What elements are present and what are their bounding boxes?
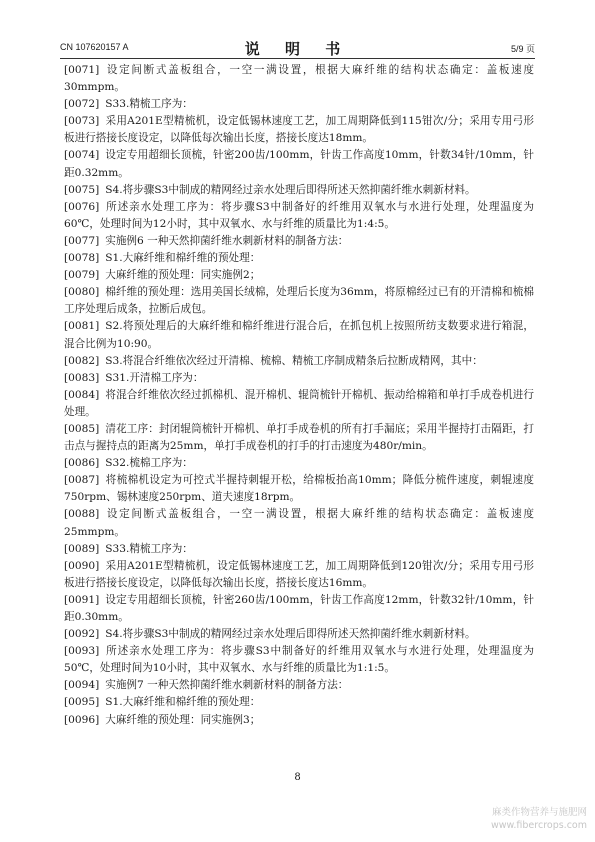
paragraph: [64, 677, 534, 694]
paragraph-number: [0090]: [64, 559, 100, 572]
paragraph: [64, 96, 534, 113]
paragraph-number: [0085]: [64, 422, 100, 435]
paragraph-text: 所述亲水处理工序为：将步骤S3中制备好的纤维用双氧水与水进行处理，处理温度为60℃，处理时间为12小时，其中双氧水、水与纤维的质量比为1:4:5。: [64, 200, 534, 230]
watermark-url: www.fibercrops.com: [490, 820, 587, 831]
paragraph: [64, 267, 534, 284]
paragraph: [64, 353, 534, 370]
paragraph-text: 大麻纤维的预处理：同实施例2；: [105, 269, 261, 282]
paragraph-text: S1.大麻纤维和棉纤维的预处理：: [105, 252, 261, 265]
paragraph: [64, 182, 534, 199]
document-title: 说 明 书: [244, 40, 351, 58]
paragraph: [64, 558, 534, 592]
paragraph-number: [0081]: [64, 320, 100, 333]
paragraph: [64, 370, 534, 387]
paragraph-number: [0093]: [64, 645, 100, 658]
paragraph: [64, 592, 534, 626]
paragraph-number: [0091]: [64, 593, 100, 606]
paragraph-text: 设定专用超细长顶梳，针密260齿/100mm，针齿工作高度12mm，针数32针/10mm，针距0.30mm。: [64, 593, 534, 623]
paragraph-text: 所述亲水处理工序为：将步骤S3中制备好的纤维用双氧水与水进行处理，处理温度为50℃，处理时间为10小时，其中双氧水、水与纤维的质量比为1:1:5。: [64, 645, 534, 675]
paragraph: [64, 455, 534, 472]
paragraph-text: 采用A201E型精梳机，设定低锡林速度工艺，加工周期降低到120钳次/分；采用专用弓形板进行搭接长度设定，以降低每次输出长度，搭接长度达16mm。: [64, 559, 534, 589]
paragraph: [64, 506, 534, 540]
paragraph-number: [0072]: [64, 98, 100, 111]
paragraph: [64, 62, 534, 96]
paragraph-text: S4.将步骤S3中制成的精网经过亲水处理后即得所述天然抑菌纤维水刺新材料。: [105, 183, 476, 196]
paragraph-text: S1.大麻纤维和棉纤维的预处理：: [105, 696, 261, 709]
paragraph-number: [0082]: [64, 354, 100, 367]
paragraph-number: [0077]: [64, 234, 100, 247]
paragraph-text: 采用A201E型精梳机，设定低锡林速度工艺，加工周期降低到115钳次/分；采用专用弓形板进行搭接长度设定，以降低每次输出长度，搭接长度达18mm。: [64, 115, 534, 145]
paragraph-text: 清花工序：封闭辊筒梳针开棉机、单打手成卷机的所有打手漏底；采用半握持打击隔距，打击点与握持点的距离为25mm，单打手成卷机的打手的打击速度为480r/min。: [64, 422, 534, 453]
paragraph-text: 设定间断式盖板组合，一空一满设置，根据大麻纤维的结构状态确定：盖板速度25mmpm。: [64, 508, 534, 538]
paragraph-text: S31.开清棉工序为：: [105, 371, 204, 384]
paragraph-text: 大麻纤维的预处理：同实施例3；: [105, 713, 261, 726]
paragraph-number: [0087]: [64, 474, 100, 487]
publication-number: CN 107620157 A: [60, 42, 129, 52]
paragraph: [64, 712, 534, 729]
paragraph-text: 将混合纤维依次经过抓棉机、混开棉机、辊筒梳针开棉机、振动给棉箱和单打手成卷机进行处理。: [64, 388, 534, 418]
paragraph-number: [0094]: [64, 679, 100, 692]
paragraph: [64, 541, 534, 558]
paragraph-text: 实施例6 一种天然抑菌纤维水刺新材料的制备方法：: [105, 234, 349, 247]
paragraph-number: [0092]: [64, 628, 100, 641]
paragraph-number: [0086]: [64, 457, 100, 470]
paragraph: [64, 233, 534, 250]
paragraph-text: S32.梳棉工序为：: [105, 457, 193, 470]
paragraph: [64, 387, 534, 421]
paragraph-text: 将梳棉机设定为可控式半握持刺辊开松，给棉板抬高10mm；降低分梳件速度，刺辊速度750rpm、锡林速度250rpm、道夫速度18rpm。: [64, 474, 534, 504]
paragraph-number: [0078]: [64, 252, 100, 265]
paragraph: [64, 147, 534, 181]
paragraph-number: [0071]: [64, 64, 100, 76]
paragraph-text: 棉纤维的预处理：选用美国长绒棉，处理后长度为36mm，将原棉经过已有的开清棉和梳棉工序处理后成条，拉断后成包。: [64, 286, 534, 316]
paragraph: [64, 626, 534, 643]
paragraph-number: [0079]: [64, 269, 100, 282]
paragraph-number: [0076]: [64, 200, 100, 213]
paragraph: [64, 199, 534, 233]
paragraph-number: [0083]: [64, 371, 100, 384]
paragraph-text: 设定专用超细长顶梳，针密200齿/100mm，针齿工作高度10mm，针数34针/10mm，针距0.32mm。: [64, 149, 534, 179]
paragraph: [64, 113, 534, 147]
paragraph: [64, 421, 534, 455]
page-header: [60, 38, 535, 60]
paragraph-number: [0088]: [64, 508, 100, 521]
paragraph-number: [0084]: [64, 388, 100, 401]
paragraph-number: [0080]: [64, 286, 100, 299]
paragraph: [64, 318, 534, 352]
paragraph-number: [0075]: [64, 183, 100, 196]
paragraph-text: 实施例7 一种天然抑菌纤维水刺新材料的制备方法：: [105, 679, 349, 692]
paragraph-number: [0095]: [64, 696, 100, 709]
paragraph-number: [0096]: [64, 713, 100, 726]
paragraph-text: S3.将混合纤维依次经过开清棉、梳棉、精梳工序制成精条后拉断成精网，其中：: [105, 354, 483, 367]
paragraph-text: S2.将预处理后的大麻纤维和棉纤维进行混合后，在抓包机上按照所纺支数要求进行箱混，混合比例为10:90。: [64, 320, 534, 350]
paragraph: [64, 472, 534, 506]
watermark-text: 麻类作物营养与施肥网: [491, 807, 587, 818]
header-rule: [60, 58, 535, 59]
paragraph-number: [0074]: [64, 149, 100, 162]
paragraph: [64, 284, 534, 318]
page-number: 8: [294, 772, 301, 783]
paragraph: [64, 643, 534, 677]
paragraph-number: [0073]: [64, 115, 100, 128]
paragraph-text: S33.精梳工序为：: [105, 98, 193, 111]
paragraph-text: S33.精梳工序为：: [105, 542, 193, 555]
page-info: 5/9 页: [510, 44, 535, 54]
paragraph-text: S4.将步骤S3中制成的精网经过亲水处理后即得所述天然抑菌纤维水刺新材料。: [105, 628, 476, 641]
paragraph: [64, 694, 534, 711]
paragraph: [64, 250, 534, 267]
paragraph-text: 设定间断式盖板组合，一空一满设置，根据大麻纤维的结构状态确定：盖板速度30mmpm。: [64, 64, 534, 94]
paragraph-number: [0089]: [64, 542, 100, 555]
watermark: [491, 806, 587, 832]
document-body: [64, 62, 534, 729]
